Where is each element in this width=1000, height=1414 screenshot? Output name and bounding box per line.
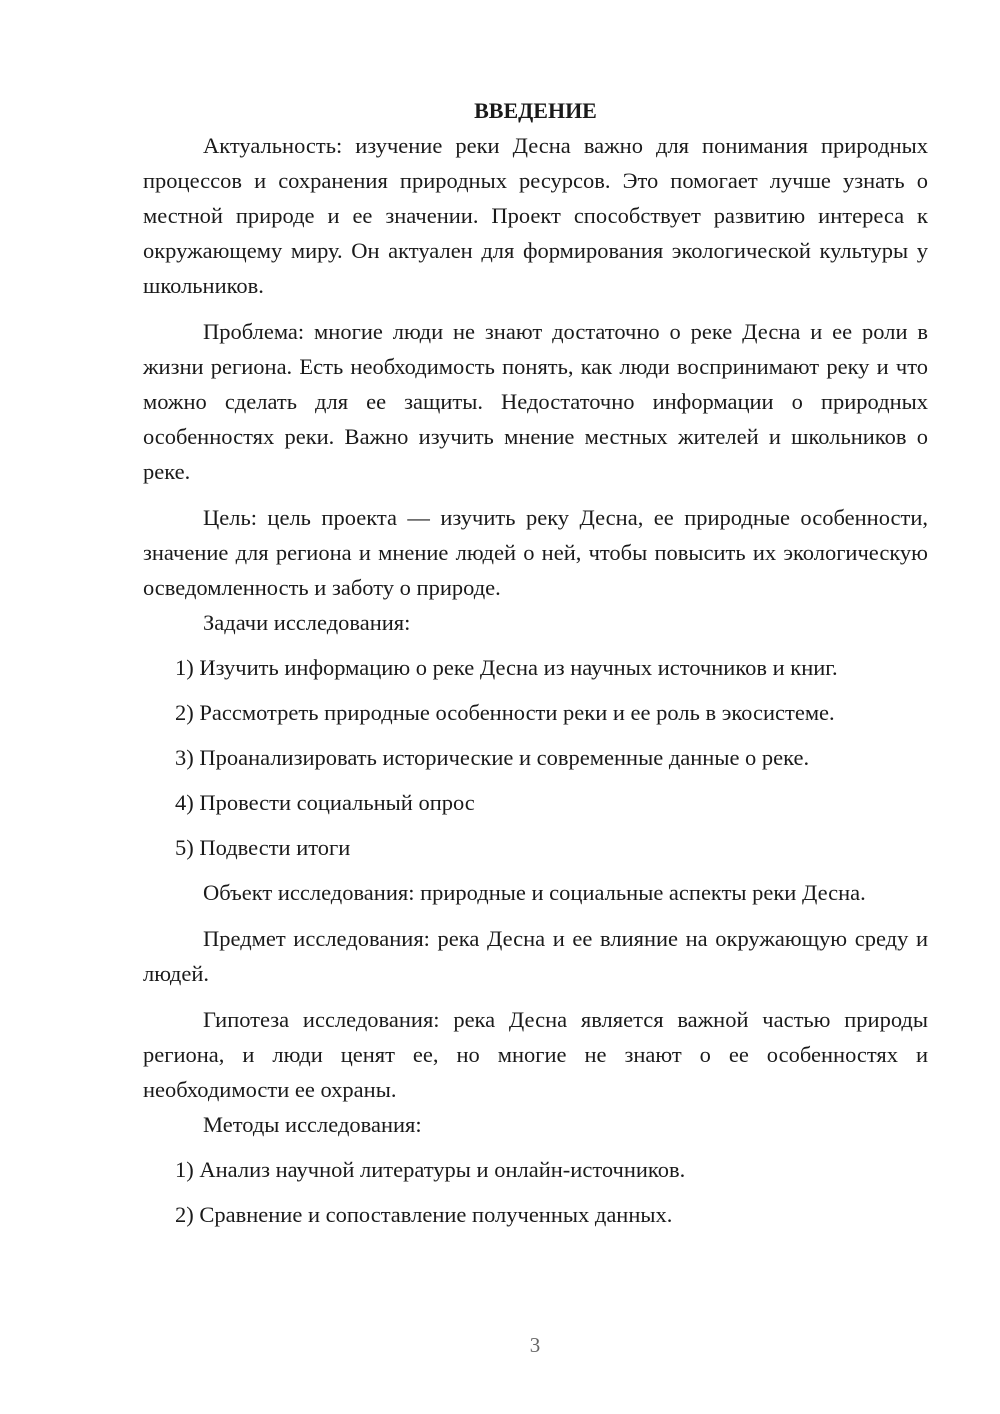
method-item: 1) Анализ научной литературы и онлайн-источников. (175, 1157, 686, 1182)
subject-paragraph: Предмет исследования: река Десна и ее влияние на окружающую среду и людей. (143, 926, 928, 986)
page-number: 3 (529, 1333, 541, 1357)
relevance-paragraph: Актуальность: изучение реки Десна важно для понимания природных процессов и сохранения природных ресурсов. Это помогает лучше узнать о местной природе и ее значении. Проект способствует развитию интереса к окружающему миру. Он актуален для формирования экологической культуры у школьников. (143, 133, 928, 298)
goal-paragraph: Цель: цель проекта — изучить реку Десна, ее природные особенности, значение для региона и мнение людей о ней, чтобы повысить их экологическую осведомленность и заботу о природе. (143, 505, 928, 600)
task-item: 5) Подвести итоги (175, 835, 351, 860)
hypothesis-paragraph: Гипотеза исследования: река Десна является важной частью природы региона, и люди ценят ее, но многие не знают о ее особенностях и необходимости ее охраны. (143, 1007, 928, 1102)
task-item: 3) Проанализировать исторические и современные данные о реке. (175, 745, 810, 770)
task-item: 1) Изучить информацию о реке Десна из научных источников и книг. (175, 655, 838, 680)
object-paragraph: Объект исследования: природные и социальные аспекты реки Десна. (203, 880, 866, 905)
document-page (143, 94, 928, 1232)
method-item: 2) Сравнение и сопоставление полученных данных. (175, 1202, 673, 1227)
section-title: ВВЕДЕНИЕ (474, 98, 597, 123)
tasks-heading: Задачи исследования: (203, 610, 411, 635)
methods-heading: Методы исследования: (203, 1112, 422, 1137)
task-item: 4) Провести социальный опрос (175, 790, 475, 815)
task-item: 2) Рассмотреть природные особенности реки и ее роль в экосистеме. (175, 700, 835, 725)
problem-paragraph: Проблема: многие люди не знают достаточно о реке Десна и ее роли в жизни региона. Есть необходимость понять, как люди воспринимают реку и что можно сделать для ее защиты. Недостаточно информации о природных особенностях реки. Важно изучить мнение местных жителей и школьников о реке. (143, 319, 928, 484)
